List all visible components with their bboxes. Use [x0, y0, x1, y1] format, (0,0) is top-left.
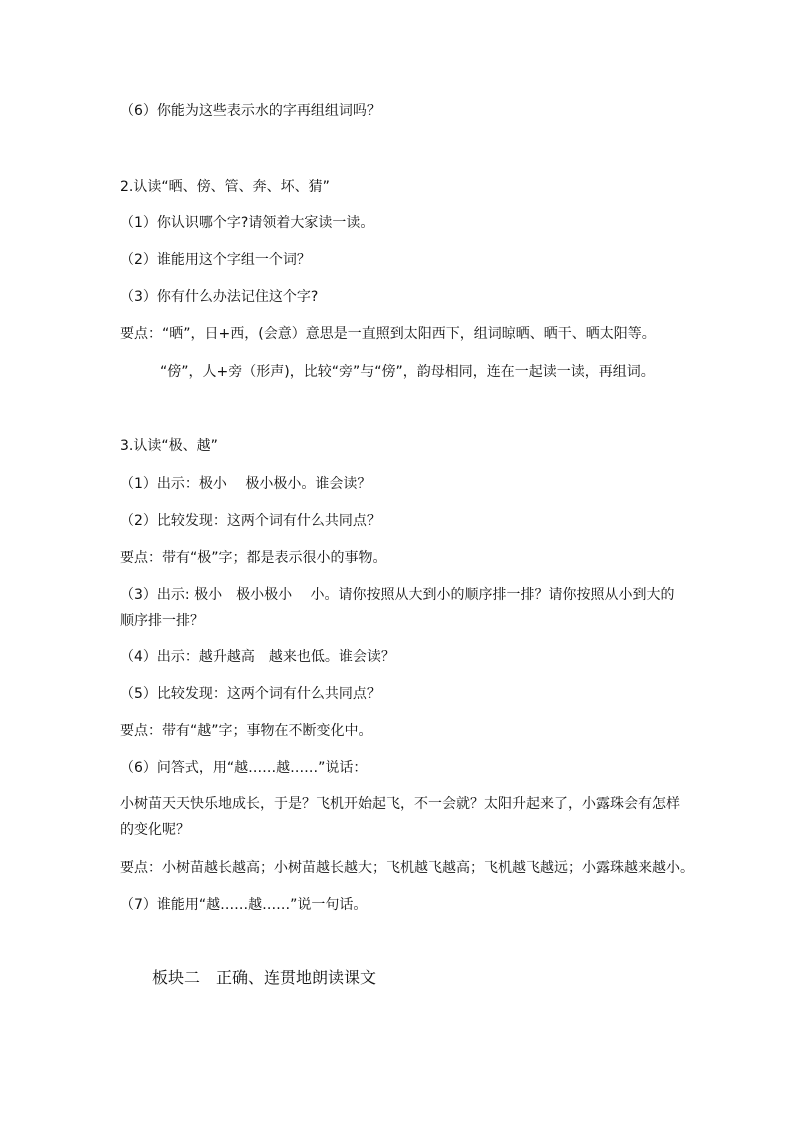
- question-3-5: （5）比较发现：这两个词有什么共同点？: [120, 686, 381, 702]
- key-point-ji: 要点：带有“极”字；都是表示很小的事物。: [120, 550, 387, 566]
- question-3-4: （4）出示：越升越高 越来也低。谁会读？: [120, 649, 395, 665]
- question-3-6: （6）问答式，用“越……越……”说话：: [120, 760, 368, 776]
- question-2-2: （2）谁能用这个字组一个词？: [120, 252, 311, 268]
- key-point-yue: 要点：带有“越”字；事物在不断变化中。: [120, 723, 373, 739]
- question-3-2: （2）比较发现：这两个词有什么共同点？: [120, 513, 381, 529]
- question-3-1: （1）出示：极小 极小极小。谁会读？: [120, 476, 372, 492]
- section-3-title: 3.认读“极、越”: [120, 438, 218, 454]
- question-3-7: （7）谁能用“越……越……”说一句话。: [120, 897, 368, 913]
- question-6-water-words: （6）你能为这些表示水的字再组组词吗？: [120, 103, 381, 119]
- key-point-yue-answers: 要点：小树苗越长越高；小树苗越长越大；飞机越飞越高；飞机越飞越远；小露珠越来越小。: [120, 860, 694, 876]
- key-point-shai: 要点：“晒”，日+西，(会意）意思是一直照到太阳西下，组词晾晒、晒干、晒太阳等。: [120, 326, 656, 342]
- question-3-3: （3）出示: 极小 极小极小 小。请你按照从大到小的顺序排一排？请你按照从小到大的顺序排一排？: [120, 587, 675, 629]
- question-2-1: （1）你认识哪个字?请领着大家读一读。: [120, 215, 375, 231]
- section-heading-part-2: 板块二 正确、连贯地朗读课文: [152, 968, 377, 987]
- section-2-title: 2.认读“晒、傍、管、奔、坏、猜”: [120, 179, 330, 195]
- key-point-bang: “傍”，人+旁（形声)，比较“旁”与“傍”，韵母相同，连在一起读一读，再组词。: [160, 364, 655, 380]
- question-2-3: （3）你有什么办法记住这个字?: [120, 289, 319, 305]
- example-sentences-prompt: 小树苗天天快乐地成长，于是？飞机开始起飞，不一会就？太阳升起来了，小露珠会有怎样的变化呢？: [120, 796, 680, 838]
